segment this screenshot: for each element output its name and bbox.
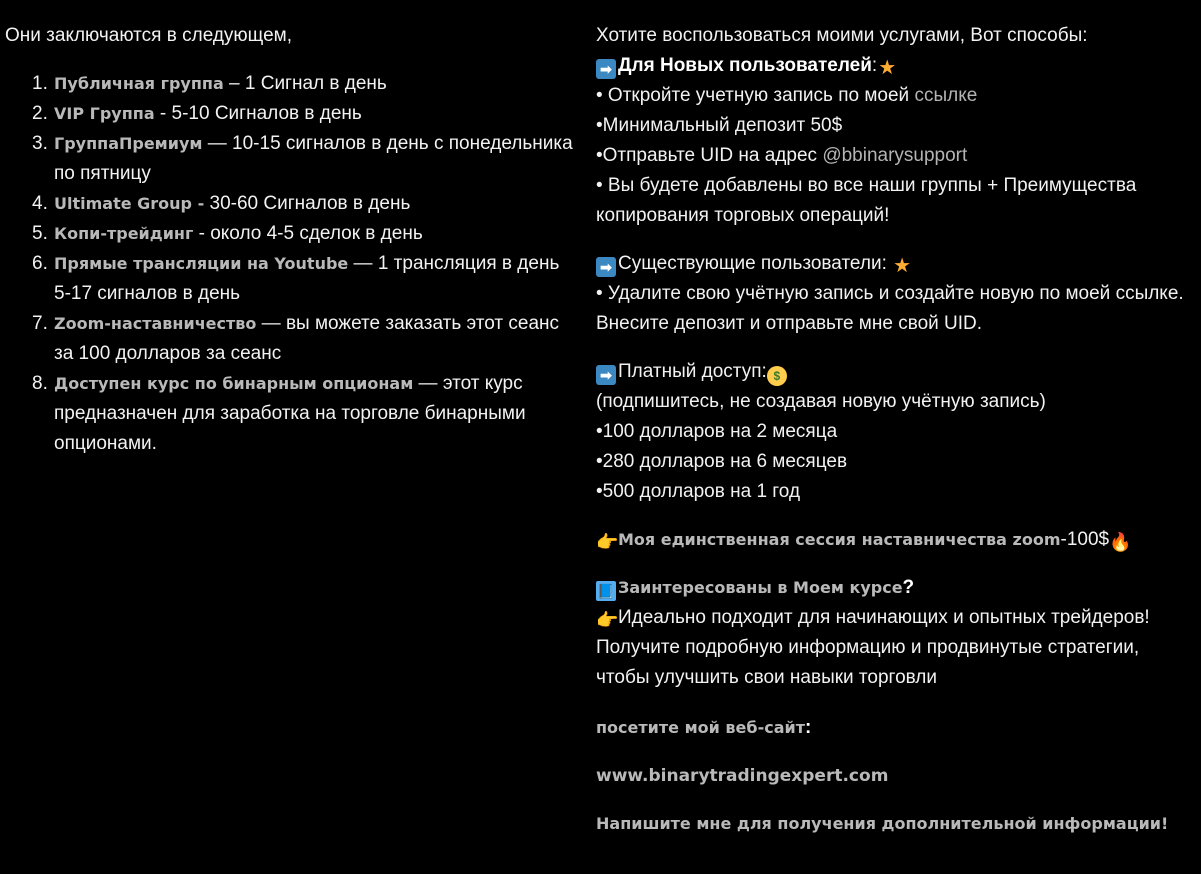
- offer-heading: Хотите воспользоваться моими услугами, Вот способы:: [596, 25, 1088, 46]
- new-users-line: •Отправьте UID на адрес @bbinarysupport: [596, 145, 968, 166]
- existing-users-body: • Удалите свою учётную запись и создайте новую по моей ссылке. Внесите депозит и отправьте мне свой UID.: [596, 283, 1184, 334]
- price-line: •100 долларов на 2 месяца: [596, 421, 838, 442]
- star-icon: ★: [893, 255, 912, 277]
- new-users-line: • Откройте учетную запись по моей ссылке: [596, 85, 978, 106]
- list-item: 6. Прямые трансляции на Youtube — 1 трансляция в день 5-17 сигналов в день: [32, 253, 560, 304]
- contact-line: Напишите мне для получения дополнительной информации!: [596, 814, 1169, 833]
- offer-section: [596, 21, 1186, 839]
- course-title: 📘 Заинтересованы в Моем курсе?: [597, 577, 915, 599]
- arrow-right-icon: ➡: [596, 365, 616, 385]
- support-handle-link[interactable]: @bbinarysupport: [822, 145, 968, 166]
- price-line: •500 долларов на 1 год: [596, 481, 801, 502]
- pointing-finger-icon: 👉: [596, 532, 619, 552]
- visit-website-label: посетите мой веб-сайт:: [596, 717, 812, 738]
- money-mouth-face-icon: $: [767, 366, 787, 386]
- list-item: 4. Ultimate Group - 30-60 Сигналов в день: [32, 193, 411, 214]
- book-icon: 📘: [597, 583, 615, 599]
- list-item: 7. Zoom-наставничество — вы можете заказать этот сеанс за 100 долларов за сеанс: [32, 313, 560, 364]
- new-users-title: ➡ Для Новых пользователей:★: [596, 51, 1186, 81]
- price-line: •280 долларов на 6 месяцев: [596, 451, 848, 472]
- services-list: [5, 69, 575, 459]
- fire-icon: 🔥: [1109, 532, 1132, 552]
- arrow-right-icon: ➡: [596, 59, 616, 79]
- services-list-section: [5, 21, 575, 459]
- new-users-line: • Вы будете добавлены во все наши группы + Преимущества копирования торговых операций!: [596, 175, 1137, 226]
- new-users-line: •Минимальный депозит 50$: [596, 115, 843, 136]
- list-item: 3. ГруппаПремиум — 10-15 сигналов в день с понедельника по пятницу: [32, 133, 573, 184]
- pointing-finger-icon: 👉: [596, 610, 619, 630]
- intro-text: Они заключаются в следующем,: [5, 25, 293, 46]
- star-icon: ★: [878, 57, 897, 79]
- website-link[interactable]: www.binarytradingexpert.com: [596, 766, 889, 786]
- list-item: 1. Публичная группа – 1 Сигнал в день: [32, 73, 387, 94]
- paid-access-note: (подпишитесь, не создавая новую учётную запись): [596, 391, 1046, 412]
- referral-link[interactable]: ссылке: [914, 85, 978, 106]
- session-line: 👉Моя единственная сессия наставничества zoom-100$🔥: [596, 529, 1132, 552]
- arrow-right-icon: ➡: [596, 257, 616, 277]
- existing-users-title: ➡ Существующие пользователи: ★: [596, 249, 1186, 279]
- course-body: 👉Идеально подходит для начинающих и опытных трейдеров! Получите подробную информацию и продвинутые стратегии, чтобы улучшить свои навыки торговли: [596, 607, 1150, 688]
- list-item: 2. VIP Группа - 5-10 Сигналов в день: [32, 103, 362, 124]
- paid-access-title: ➡ Платный доступ: $: [596, 357, 1186, 387]
- list-item: 5. Копи-трейдинг - около 4-5 сделок в день: [32, 223, 423, 244]
- list-item: 8. Доступен курс по бинарным опционам — этот курс предназначен для заработка на торговле бинарными опционами.: [32, 373, 526, 454]
